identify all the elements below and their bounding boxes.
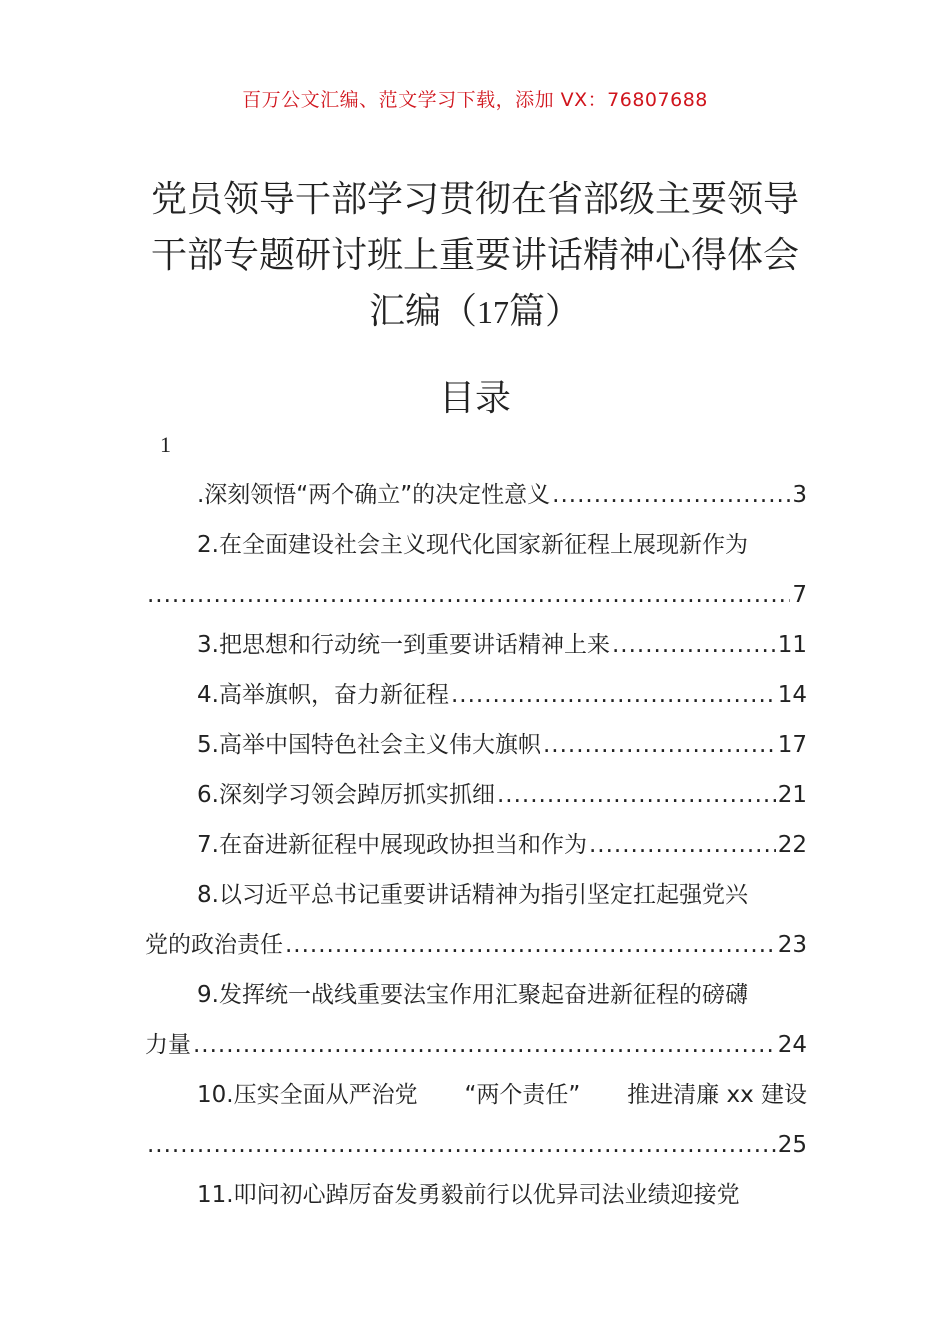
toc-entry-text: 3.把思想和行动统一到重要讲话精神上来 (197, 632, 610, 658)
dot-leader (285, 920, 776, 970)
toc-entry-text: 5.高举中国特色社会主义伟大旗帜 (197, 732, 541, 758)
toc-page-number: 21 (777, 782, 807, 808)
toc-entry-7[interactable] (145, 820, 807, 870)
toc-page-number: 25 (777, 1132, 807, 1158)
toc-entry-text: 2.在全面建设社会主义现代化国家新征程上展现新作为 (197, 532, 748, 558)
dot-leader (451, 670, 776, 720)
toc-entry-6[interactable] (145, 770, 807, 820)
toc-entry-4[interactable] (145, 670, 807, 720)
toc-page-number: 24 (777, 1032, 807, 1058)
title-line-3-start: 汇编（ (368, 291, 477, 332)
dot-leader (552, 470, 790, 520)
toc-page-number: 3 (792, 482, 807, 508)
dot-leader (612, 620, 776, 670)
toc-entry-10[interactable] (145, 1070, 807, 1170)
toc-page-number: 11 (777, 632, 807, 658)
toc-entry-text: 11.叩问初心踔厉奋发勇毅前行以优异司法业绩迎接党 (197, 1182, 740, 1208)
toc-entry-text: 7.在奋进新征程中展现政协担当和作为 (197, 832, 587, 858)
dot-leader (147, 1120, 776, 1170)
toc-page-number: 22 (777, 832, 807, 858)
stray-number: 1 (160, 432, 171, 457)
dot-leader (147, 570, 790, 620)
title-line-2: 干部专题研讨班上重要讲话精神心得体会 (150, 235, 799, 276)
toc-entry-2[interactable] (145, 520, 807, 620)
toc-entry-text: 10.压实全面从严治党 (197, 1082, 418, 1108)
document-title (100, 172, 850, 340)
dot-leader (543, 720, 776, 770)
toc-entry-text-quote: “两个责任” (464, 1082, 581, 1108)
dot-leader (193, 1020, 776, 1070)
table-of-contents (145, 470, 807, 1220)
toc-entry-1[interactable] (145, 470, 807, 520)
dot-leader (589, 820, 776, 870)
promo-banner: 百万公文汇编、范文学习下载，添加 VX：76807688 (242, 89, 708, 111)
toc-page-number: 23 (777, 932, 807, 958)
toc-entry-text: .深刻领悟“两个确立”的决定性意义 (197, 482, 551, 508)
toc-entry-text-cont: 党的政治责任 (145, 932, 283, 958)
title-line-1: 党员领导干部学习贯彻在省部级主要领导 (150, 179, 799, 220)
toc-entry-8[interactable] (145, 870, 807, 970)
toc-entry-3[interactable] (145, 620, 807, 670)
toc-entry-text-cont: 力量 (145, 1032, 191, 1058)
article-count: 17 (477, 294, 509, 330)
title-line-3 (100, 284, 850, 340)
toc-entry-text: 6.深刻学习领会踔厉抓实抓细 (197, 782, 495, 808)
toc-entry-text: 9.发挥统一战线重要法宝作用汇聚起奋进新征程的磅礴 (197, 982, 748, 1008)
toc-entry-9[interactable] (145, 970, 807, 1070)
toc-page-number: 7 (792, 582, 807, 608)
toc-heading: 目录 (438, 378, 511, 419)
toc-page-number: 14 (777, 682, 807, 708)
toc-entry-text-end: 推进清廉 xx 建设 (627, 1082, 807, 1108)
title-line-3-end: 篇） (509, 291, 582, 332)
toc-entry-11[interactable] (145, 1170, 807, 1220)
toc-entry-5[interactable] (145, 720, 807, 770)
toc-entry-text: 8.以习近平总书记重要讲话精神为指引坚定扛起强党兴 (197, 882, 748, 908)
toc-page-number: 17 (777, 732, 807, 758)
toc-entry-text: 4.高举旗帜，奋力新征程 (197, 682, 449, 708)
dot-leader (497, 770, 776, 820)
